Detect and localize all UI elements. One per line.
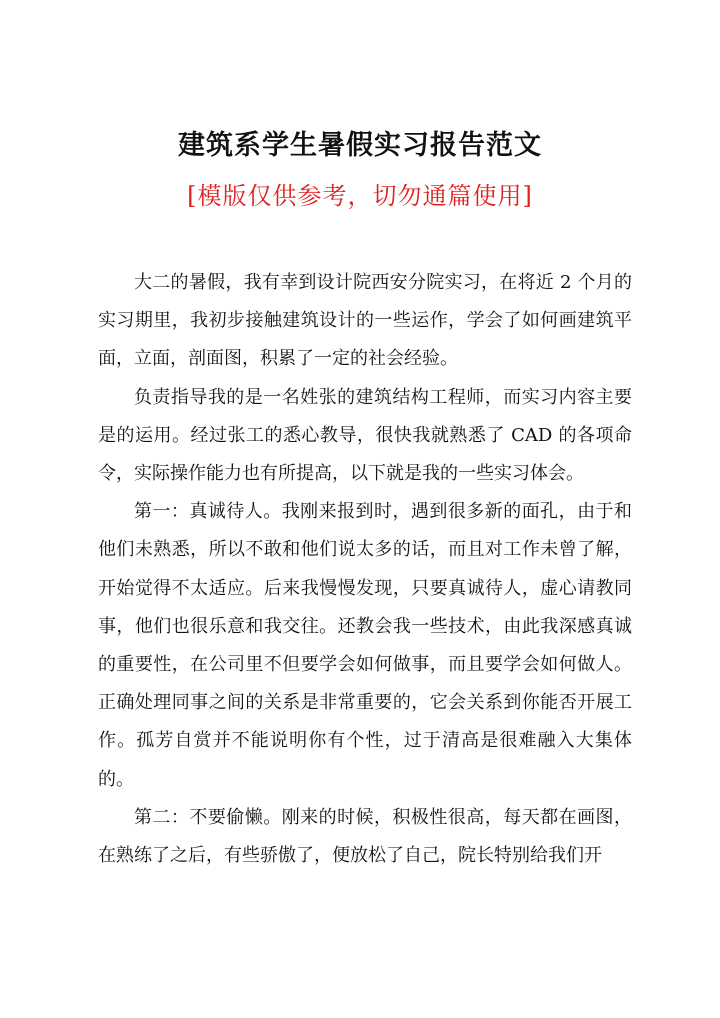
document-subtitle: [模版仅供参考，切勿通篇使用] — [187, 182, 533, 210]
paragraph-3: 第一：真诚待人。我刚来报到时，遇到很多新的面孔，由于和他们未熟悉，所以不敢和他们说太多的话，而且对工作未曾了解，开始觉得不太适应。后来我慢慢发现，只要真诚待人，虚心请教同事，他们也很乐意和我交往。还教会我一些技术，由此我深感真诚的重要性，在公司里不但要学会如何做事，而且要学会如何做人。正确处理同事之间的关系是非常重要的，它会关系到你能否开展工作。孤芳自赏并不能说明你有个性，过于清高是很难融入大集体的。 — [98, 501, 632, 790]
paragraph-1: 大二的暑假，我有幸到设计院西安分院实习，在将近 2 个月的实习期里，我初步接触建筑设计的一些运作，学会了如何画建筑平面，立面，剖面图，积累了一定的社会经验。 — [98, 272, 632, 370]
document-title: 建筑系学生暑假实习报告范文 — [178, 130, 542, 161]
paragraph-4: 第二：不要偷懒。刚来的时候，积极性很高，每天都在画图，在熟练了之后，有些骄傲了，便放松了自己，院长特别给我们开 — [98, 806, 632, 867]
paragraph-2: 负责指导我的是一名姓张的建筑结构工程师，而实习内容主要是的运用。经过张工的悉心教导，很快我就熟悉了 CAD 的各项命令，实际操作能力也有所提高，以下就是我的一些实习体会。 — [98, 386, 632, 485]
document-body — [98, 264, 632, 875]
